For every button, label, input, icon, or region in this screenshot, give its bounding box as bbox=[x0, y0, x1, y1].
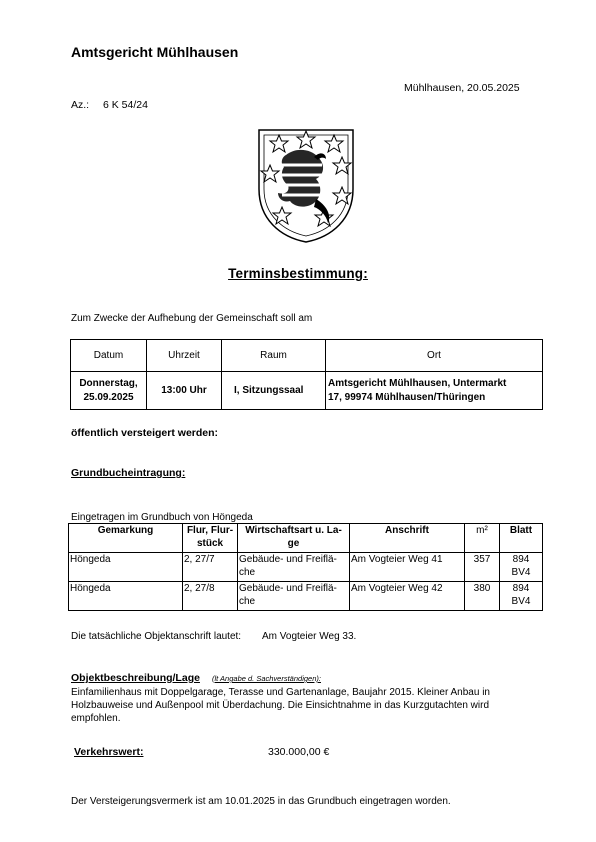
row-type bbox=[238, 553, 350, 582]
actual-address: Am Vogteier Weg 33. bbox=[262, 631, 357, 642]
date-value: 25.09.2025 bbox=[83, 391, 134, 403]
row-sheet-line-2: BV4 bbox=[511, 596, 531, 607]
appointment-table bbox=[70, 339, 543, 410]
land-register-table bbox=[68, 523, 543, 611]
file-number: 6 K 54/24 bbox=[103, 99, 148, 111]
row-sheet-line-1: 894 bbox=[512, 554, 530, 565]
row-flur: 2, 27/8 bbox=[183, 582, 238, 611]
place-date: Mühlhausen, 20.05.2025 bbox=[404, 82, 520, 94]
market-value-label: Verkehrswert: bbox=[74, 746, 144, 758]
row-sheet bbox=[500, 582, 543, 611]
row-gemarkung: Höngeda bbox=[69, 553, 183, 582]
header-flur-line-1: Flur, Flur- bbox=[186, 525, 234, 536]
header-address: Anschrift bbox=[350, 524, 465, 553]
object-description-title: Objektbeschreibung/Lage bbox=[71, 672, 200, 684]
footer-note: Der Versteigerungsvermerk ist am 10.01.2025 in das Grundbuch eingetragen worden. bbox=[71, 796, 451, 807]
appointment-room: I, Sitzungssaal bbox=[222, 372, 326, 410]
row-sheet-line-2: BV4 bbox=[511, 567, 531, 578]
row-area: 357 bbox=[465, 553, 500, 582]
header-type-line-2: ge bbox=[287, 538, 300, 549]
row-sheet-line-1: 894 bbox=[512, 583, 530, 594]
row-type bbox=[238, 582, 350, 611]
row-type-line-1: Gebäude- und Freiflä- bbox=[239, 583, 337, 594]
market-value: 330.000,00 € bbox=[268, 746, 330, 758]
row-address: Am Vogteier Weg 42 bbox=[350, 582, 465, 611]
page-title: Terminsbestimmung: bbox=[228, 266, 368, 281]
row-area: 380 bbox=[465, 582, 500, 611]
court-name: Amtsgericht Mühlhausen bbox=[71, 44, 239, 60]
header-type-line-1: Wirtschaftsart u. La- bbox=[245, 525, 342, 536]
object-description-text: Einfamilienhaus mit Doppelgarage, Terasse und Gartenanlage, Baujahr 2015. Kleiner Anbau in Holzbauweise und Außenpool mit Überdachung. Die Einsichtnahme in das Kurzgutachten wird empfohlen. bbox=[71, 687, 490, 724]
appointment-time: 13:00 Uhr bbox=[147, 372, 222, 410]
coat-of-arms-icon bbox=[256, 127, 356, 245]
header-place: Ort bbox=[326, 340, 543, 372]
land-register-intro: Eingetragen im Grundbuch von Höngeda bbox=[71, 512, 253, 523]
row-type-line-2: che bbox=[239, 596, 256, 607]
appointment-place bbox=[326, 372, 543, 410]
intro-text: Zum Zwecke der Aufhebung der Gemeinschaft soll am bbox=[71, 313, 313, 324]
date-weekday: Donnerstag, bbox=[79, 377, 138, 389]
place-line-2: 17, 99974 Mühlhausen/Thüringen bbox=[328, 391, 486, 403]
header-time: Uhrzeit bbox=[147, 340, 222, 372]
row-flur: 2, 27/7 bbox=[183, 553, 238, 582]
header-area: m² bbox=[465, 524, 500, 553]
header-flur-line-2: stück bbox=[196, 538, 224, 549]
table-row bbox=[69, 582, 543, 611]
actual-address-label: Die tatsächliche Objektanschrift lautet: bbox=[71, 631, 242, 642]
header-date: Datum bbox=[71, 340, 147, 372]
object-description-note: (lt Angabe d. Sachverständigen): bbox=[212, 674, 321, 683]
header-sheet: Blatt bbox=[500, 524, 543, 553]
header-gemarkung: Gemarkung bbox=[69, 524, 183, 553]
auction-statement: öffentlich versteigert werden: bbox=[71, 427, 219, 439]
header-room: Raum bbox=[222, 340, 326, 372]
table-row bbox=[69, 553, 543, 582]
header-type bbox=[238, 524, 350, 553]
row-address: Am Vogteier Weg 41 bbox=[350, 553, 465, 582]
row-type-line-1: Gebäude- und Freiflä- bbox=[239, 554, 337, 565]
row-sheet bbox=[500, 553, 543, 582]
place-line-1: Amtsgericht Mühlhausen, Untermarkt bbox=[328, 377, 507, 389]
land-register-title: Grundbucheintragung: bbox=[71, 467, 186, 479]
header-flur bbox=[183, 524, 238, 553]
row-gemarkung: Höngeda bbox=[69, 582, 183, 611]
row-type-line-2: che bbox=[239, 567, 256, 578]
file-number-label: Az.: bbox=[71, 99, 90, 111]
appointment-date bbox=[71, 372, 147, 410]
